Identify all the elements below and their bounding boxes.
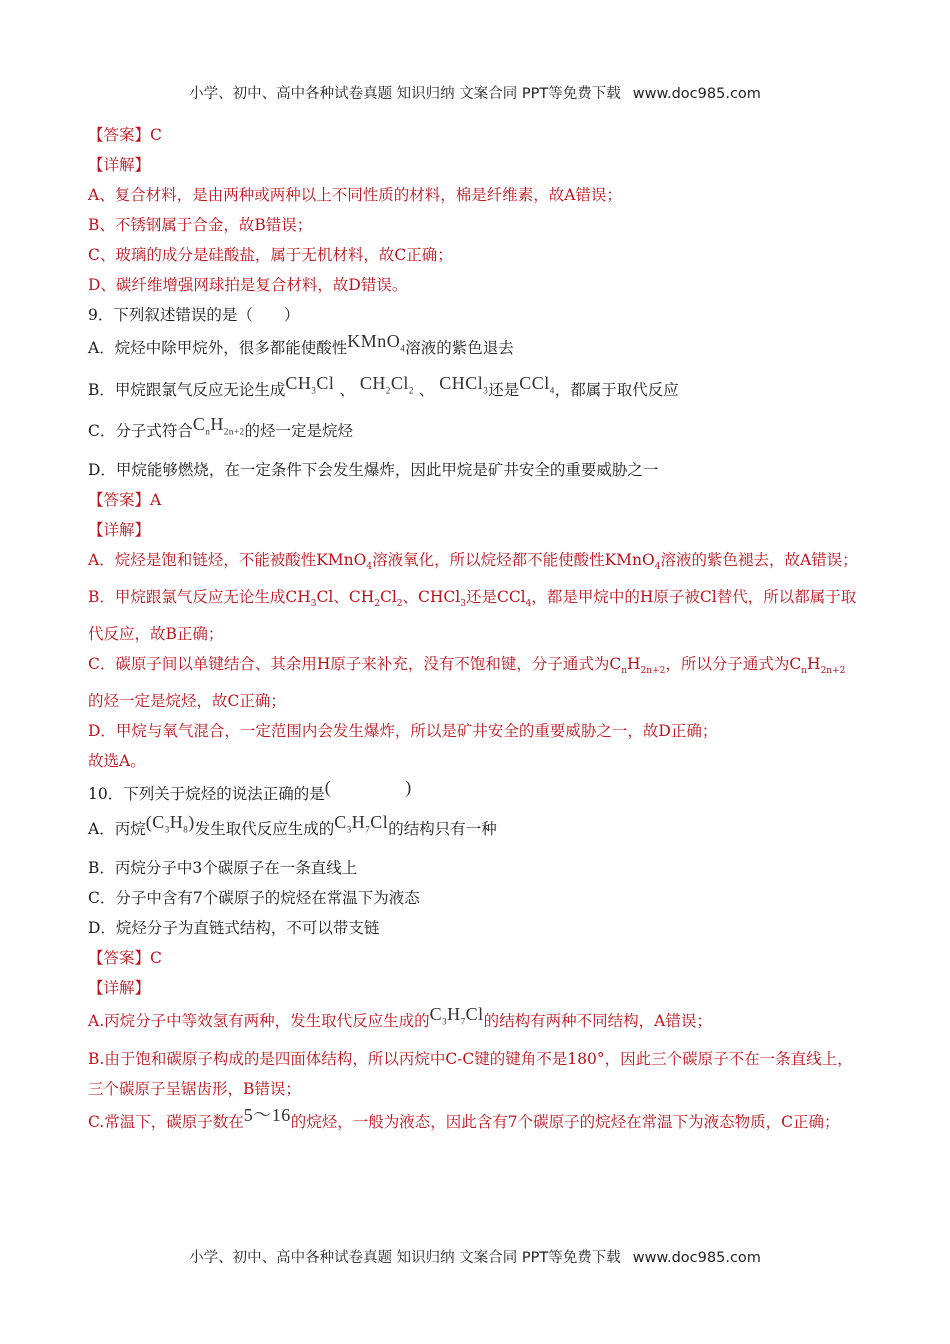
q10-detail-label: 【详解】 [88,978,151,997]
formula-cnh2n2: $C_nH_{2n+2}$ [192,414,245,437]
q10-explanation-b: B.由于饱和碳原子构成的是四面体结构，所以丙烷中C-C键的键角不是180°，因此三个碳原子不在一条直线上，三个碳原子呈锯齿形，B错误； [88,1050,853,1099]
q9-explanation-d: D．甲烷与氧气混合，一定范围内会发生爆炸，所以是矿井安全的重要威胁之一，故D正确； [88,722,718,741]
header-text: 小学、初中、高中各种试卷真题 知识归纳 文案合同 PPT等免费下载 [189,86,621,102]
q9-detail-label: 【详解】 [88,520,151,539]
q9-explanation-c: C．碳原子间以单键结合、其余用H原子来补充，没有不饱和键，分子通式为$C_nH_{2n+2}$，所以分子通式为$C_nH_{2n+2}$的烃一定是烷烃，故C正确； [88,654,846,711]
q10-option-d: D．烷烃分子为直链式结构，不可以带支链 [88,918,380,937]
footer-text: 小学、初中、高中各种试卷真题 知识归纳 文案合同 PPT等免费下载 [189,1250,621,1266]
q8-answer: 【答案】C [88,126,162,144]
q9-option-c [88,413,860,455]
q9-answer: 【答案】A [88,490,162,509]
q9-option-a-text: A．烷烃中除甲烷外，很多都能使酸性 [88,339,348,357]
formula-range: 5～16 [243,1105,291,1126]
q9-explanation-a: A．烷烃是饱和链烃，不能被酸性KMnO$_4$溶液氧化，所以烷烃都不能使酸性KMnO$_4$溶液的紫色褪去，故A错误； [88,550,858,572]
q9-option-d: D．甲烷能够燃烧，在一定条件下会发生爆炸，因此甲烷是矿井安全的重要威胁之一 [88,460,659,479]
q9-option-a-text-end: 溶液的紫色退去 [405,339,514,357]
q8-explanation-b: B、不锈钢属于合金，故B错误； [88,216,313,234]
q10-paren: ( ) [324,777,412,798]
q9-option-c-text: C．分子式符合 [88,422,193,441]
q9-option-a [88,330,860,372]
formula-c3h7cl-2: $C_3H_7Cl$ [429,1003,484,1027]
q9-option-b-text-end: ，都属于取代反应 [554,380,679,399]
q10-option-b: B．丙烷分子中3个碳原子在一条直线上 [88,858,358,877]
q9-option-b-text: B．甲烷跟氯气反应无论生成 [88,380,286,399]
q10-option-a: A．丙烷$(C_3H_8)$发生取代反应生成的$C_3H_7Cl$的结构只有一种 [88,812,497,839]
q8-explanation-d: D、碳纤维增强网球拍是复合材料，故D错误。 [88,276,408,294]
q9-conclusion: 故选A。 [88,752,146,771]
q10-answer: 【答案】C [88,948,162,967]
q10-option-a-text: A．丙烷 [88,820,146,839]
q9-explanation-b: B．甲烷跟氯气反应无论生成$CH_3Cl$、$CH_2Cl_2$、CHCl$_3$还是CCl$_4$，都是甲烷中的H原子被Cl替代，所以都属于取代反应，故B正确； [88,587,857,643]
formula-kmno4: KMnO$_4$ [347,331,406,354]
q10-option-a-text-end: 的结构只有一种 [388,820,497,839]
q10-stem-text: 10．下列关于烷烃的说法正确的是 [88,785,325,804]
q10-explanation-c: C.常温下，碳原子数在5～16的烷烃，一般为液态，因此含有7个碳原子的烷烃在常温下为液态物质，C正确； [88,1105,840,1132]
formula-ch3cl: $CH_3Cl$ [285,372,335,396]
q8-explanation-c: C、玻璃的成分是硅酸盐，属于无机材料，故C正确； [88,246,453,264]
q8-detail-label: 【详解】 [88,156,151,174]
q8-explanation-a: A、复合材料，是由两种或两种以上不同性质的材料，棉是纤维素，故A错误； [88,186,622,204]
q10-option-c: C．分子中含有7个碳原子的烷烃在常温下为液态 [88,888,420,907]
formula-ch2cl2: $CH_2Cl_2$ [359,372,414,396]
q10-explanation-a: A.丙烷分子中等效氢有两种，发生取代反应生成的$C_3H_7Cl$的结构有两种不同结构，A错误； [88,1003,712,1030]
q10-stem [88,776,860,811]
formula-ccl4: CCl$_4$ [519,372,555,396]
footer-url[interactable]: www.doc985.com [632,1250,761,1266]
formula-c3h8: $(C_3H_8)$ [145,812,195,835]
formula-chcl3: CHCl$_3$ [439,372,489,396]
document-content [88,120,860,1139]
formula-c3h7cl: $C_3H_7Cl$ [334,812,389,835]
page-header [0,82,950,103]
page-footer [0,1246,950,1267]
q9-stem: 9．下列叙述错误的是（ ） [88,306,300,324]
q9-option-c-text-end: 的烃一定是烷烃 [244,422,353,441]
q9-option-b: B．甲烷跟氯气反应无论生成$CH_3Cl$ 、 $CH_2Cl_2$ 、 CHCl$_3$还是CCl$_4$，都属于取代反应 [88,372,679,399]
header-url[interactable]: www.doc985.com [632,86,761,102]
